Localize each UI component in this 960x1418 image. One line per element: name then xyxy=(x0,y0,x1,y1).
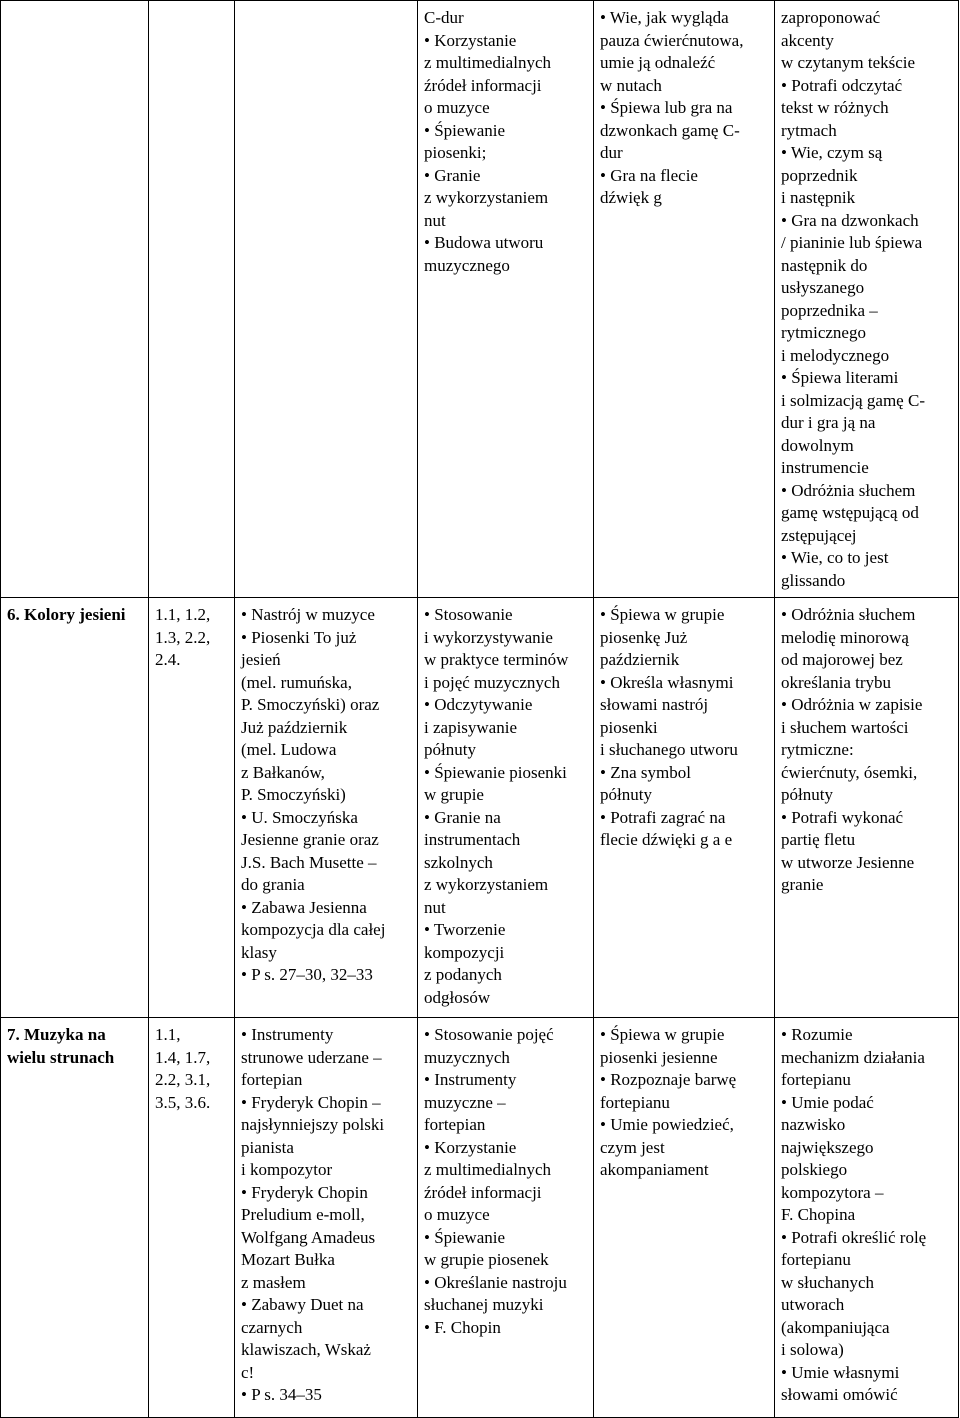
skills-cell xyxy=(418,1,594,598)
skills-cell xyxy=(418,1018,594,1418)
list-item: • Zna symbol półnuty xyxy=(600,762,768,807)
list-item: • F. Chopin xyxy=(424,1317,587,1340)
table-row-continuation xyxy=(1,1,959,598)
list-item: • Umie powiedzieć, czym jest akompaniament xyxy=(600,1114,768,1182)
list-item: • Budowa utworu muzycznego xyxy=(424,232,587,277)
table-row-lesson-6 xyxy=(1,598,959,1018)
list-item: • Odróżnia słuchem gamę wstępującą od zstępującej xyxy=(781,480,952,548)
list-item: • Stosowanie pojęć muzycznych xyxy=(424,1024,587,1069)
curriculum-codes: 1.1, 1.2, 1.3, 2.2, 2.4. xyxy=(155,605,211,669)
basic-requirements-cell xyxy=(594,1018,775,1418)
list-item: • P s. 27–30, 32–33 xyxy=(241,964,411,987)
list-item: • U. Smoczyńska Jesienne granie oraz J.S. Bach Musette – do grania xyxy=(241,807,411,897)
lesson-title: 7. Muzyka na wielu strunach xyxy=(7,1025,115,1067)
basic-list xyxy=(600,604,768,852)
skills-list xyxy=(424,30,587,278)
list-item: • Rozpoznaje barwę fortepianu xyxy=(600,1069,768,1114)
list-item: • Odróżnia słuchem melodię minorową od majorowej bez określania trybu xyxy=(781,604,952,694)
list-item: • Granie na instrumentach szkolnych z wykorzystaniem nut xyxy=(424,807,587,920)
advanced-list xyxy=(781,1024,952,1407)
list-item: • Fryderyk Chopin – najsłynniejszy polski pianista i kompozytor xyxy=(241,1092,411,1182)
codes-cell xyxy=(149,598,235,1018)
skills-cell xyxy=(418,598,594,1018)
advanced-list xyxy=(781,604,952,897)
list-item: • Śpiewanie piosenki w grupie xyxy=(424,762,587,807)
list-item: • Śpiewa lub gra na dzwonkach gamę C- dur xyxy=(600,97,768,165)
curriculum-codes: 1.1, 1.4, 1.7, 2.2, 3.1, 3.5, 3.6. xyxy=(155,1025,211,1112)
list-item: • Fryderyk Chopin Preludium e-moll, Wolfgang Amadeus Mozart Bułka z masłem xyxy=(241,1182,411,1295)
list-item: • Odróżnia w zapisie i słuchem wartości rytmiczne: ćwierćnuty, ósemki, półnuty xyxy=(781,694,952,807)
list-item: • Śpiewa w grupie piosenkę Już październik xyxy=(600,604,768,672)
content-cell xyxy=(235,598,418,1018)
codes-cell xyxy=(149,1,235,598)
list-item: • Potrafi odczytać tekst w różnych rytmach xyxy=(781,75,952,143)
content-list xyxy=(241,604,411,987)
list-item: • Odczytywanie i zapisywanie półnuty xyxy=(424,694,587,762)
list-item: • Korzystanie z multimedialnych źródeł informacji o muzyce xyxy=(424,1137,587,1227)
table-row-lesson-7 xyxy=(1,1018,959,1418)
lesson-title-cell xyxy=(1,1,149,598)
list-item: • Instrumenty strunowe uderzane – fortepian xyxy=(241,1024,411,1092)
list-item: • Umie podać nazwisko największego polskiego kompozytora – F. Chopina xyxy=(781,1092,952,1227)
list-item: • Potrafi określić rolę fortepianu w słuchanych utworach (akompaniująca i solowa) xyxy=(781,1227,952,1362)
list-item: • Korzystanie z multimedialnych źródeł informacji o muzyce xyxy=(424,30,587,120)
advanced-list xyxy=(781,75,952,593)
list-item: • Rozumie mechanizm działania fortepianu xyxy=(781,1024,952,1092)
skills-list xyxy=(424,604,587,1009)
advanced-requirements-cell xyxy=(775,1,959,598)
list-item: • Tworzenie kompozycji z podanych odgłosów xyxy=(424,919,587,1009)
list-item: • P s. 34–35 xyxy=(241,1384,411,1407)
skills-list xyxy=(424,1024,587,1339)
list-item: • Gra na flecie dźwięk g xyxy=(600,165,768,210)
skills-lead-text: C-dur xyxy=(424,8,464,27)
list-item: • Śpiewanie piosenki; xyxy=(424,120,587,165)
basic-list xyxy=(600,7,768,210)
list-item: • Śpiewa literami i solmizacją gamę C- dur i gra ją na dowolnym instrumencie xyxy=(781,367,952,480)
list-item: • Umie własnymi słowami omówić xyxy=(781,1362,952,1407)
list-item: • Określanie nastroju słuchanej muzyki xyxy=(424,1272,587,1317)
list-item: • Piosenki To już jesień (mel. rumuńska, P. Smoczyński) oraz Już październik (mel. Ludowa z Bałkanów, P. Smoczyński) xyxy=(241,627,411,807)
list-item: • Granie z wykorzystaniem nut xyxy=(424,165,587,233)
list-item: • Wie, czym są poprzednik i następnik xyxy=(781,142,952,210)
list-item: • Określa własnymi słowami nastrój piosenki i słuchanego utworu xyxy=(600,672,768,762)
list-item: • Zabawa Jesienna kompozycja dla całej klasy xyxy=(241,897,411,965)
list-item: • Zabawy Duet na czarnych klawiszach, Wskaż c! xyxy=(241,1294,411,1384)
basic-requirements-cell xyxy=(594,1,775,598)
basic-requirements-cell xyxy=(594,598,775,1018)
lesson-title: 6. Kolory jesieni xyxy=(7,605,126,624)
list-item: • Potrafi wykonać partię fletu w utworze Jesienne granie xyxy=(781,807,952,897)
list-item: • Gra na dzwonkach / pianinie lub śpiewa następnik do usłyszanego poprzednika – rytmicznego i melodycznego xyxy=(781,210,952,368)
advanced-lead-text: zaproponować akcenty w czytanym tekście xyxy=(781,8,916,72)
lesson-title-cell xyxy=(1,598,149,1018)
list-item: • Nastrój w muzyce xyxy=(241,604,411,627)
list-item: • Potrafi zagrać na flecie dźwięki g a e xyxy=(600,807,768,852)
advanced-requirements-cell xyxy=(775,1018,959,1418)
advanced-requirements-cell xyxy=(775,598,959,1018)
list-item: • Śpiewa w grupie piosenki jesienne xyxy=(600,1024,768,1069)
codes-cell xyxy=(149,1018,235,1418)
list-item: • Instrumenty muzyczne – fortepian xyxy=(424,1069,587,1137)
content-cell xyxy=(235,1,418,598)
list-item: • Śpiewanie w grupie piosenek xyxy=(424,1227,587,1272)
list-item: • Stosowanie i wykorzystywanie w praktyce terminów i pojęć muzycznych xyxy=(424,604,587,694)
lesson-title-cell xyxy=(1,1018,149,1418)
content-list xyxy=(241,1024,411,1407)
basic-list xyxy=(600,1024,768,1182)
list-item: • Wie, co to jest glissando xyxy=(781,547,952,592)
list-item: • Wie, jak wygląda pauza ćwierćnutowa, umie ją odnaleźć w nutach xyxy=(600,7,768,97)
content-cell xyxy=(235,1018,418,1418)
